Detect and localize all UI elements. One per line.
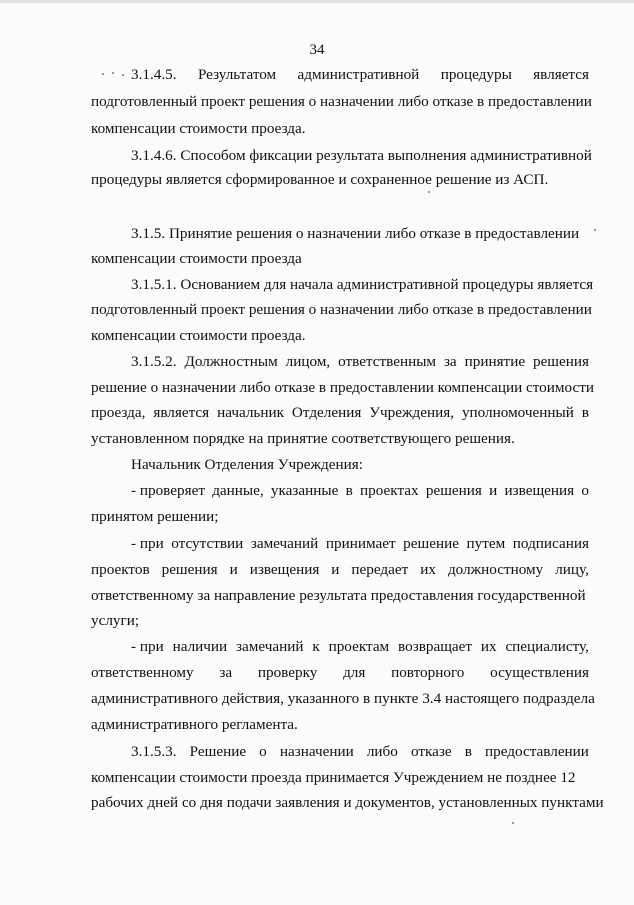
- word: за: [443, 353, 457, 370]
- word: лицом,: [285, 353, 331, 370]
- word: решения: [161, 561, 218, 578]
- word: и: [229, 561, 238, 578]
- word: о: [259, 743, 267, 760]
- text-line: [91, 404, 589, 422]
- list-item: [131, 482, 589, 500]
- text-line: административного действия, указанного в пункте 3.4 настоящего подраздела: [91, 690, 595, 707]
- word: путем: [466, 535, 506, 552]
- word: в: [581, 404, 589, 421]
- word: - проверяет: [131, 482, 205, 499]
- word: повторного: [391, 664, 465, 681]
- text-line: [91, 664, 589, 682]
- word: в: [345, 482, 353, 499]
- text-line: 3.1.4.6. Способом фиксации результата выполнения административной: [131, 147, 592, 164]
- word: возвращает: [398, 638, 473, 655]
- text-line: установленном порядке на принятие соответствующего решения.: [91, 430, 515, 447]
- list-item: [131, 638, 589, 656]
- scan-top-edge: [0, 0, 634, 3]
- word: Решение: [189, 743, 247, 760]
- text-line: 3.1.5.1. Основанием для начала административной процедуры является: [131, 276, 594, 293]
- word: Должностным: [184, 353, 278, 370]
- word: - при: [131, 535, 164, 552]
- word: к: [312, 638, 320, 655]
- text-line: компенсации стоимости проезда.: [91, 120, 306, 137]
- text-line: Начальник Отделения Учреждения:: [131, 456, 363, 473]
- scan-speck: [112, 72, 114, 74]
- word: - при: [131, 638, 164, 655]
- word: проектах: [360, 482, 419, 499]
- word: 3.1.5.2.: [131, 353, 177, 370]
- word: является: [153, 404, 210, 421]
- word: осуществления: [490, 664, 589, 681]
- word: подписания: [512, 535, 589, 552]
- word: замечаний: [236, 638, 304, 655]
- word: проектов: [91, 561, 150, 578]
- text-line: принятом решении;: [91, 508, 219, 525]
- word: в: [464, 743, 472, 760]
- word: их: [420, 561, 436, 578]
- text-line: подготовленный проект решения о назначении либо отказе в предоставлении: [91, 93, 592, 110]
- scan-speck: [512, 822, 514, 824]
- text-line: компенсации стоимости проезда принимается Учреждением не позднее 12: [91, 769, 576, 786]
- word: извещения: [504, 482, 575, 499]
- word: специалисту,: [505, 638, 589, 655]
- text-line: процедуры является сформированное и сохраненное решение из АСП.: [91, 171, 549, 188]
- scan-speck: [122, 74, 124, 76]
- word: о: [581, 482, 589, 499]
- word: проектам: [328, 638, 390, 655]
- word: начальник: [217, 404, 284, 421]
- page-number: 34: [309, 42, 325, 58]
- text-line: административного регламента.: [91, 716, 298, 733]
- word: предоставлении: [485, 743, 589, 760]
- word: Учреждения,: [369, 404, 455, 421]
- word: назначении: [279, 743, 354, 760]
- word: либо: [366, 743, 398, 760]
- word: Отделения: [291, 404, 362, 421]
- list-item: [131, 535, 589, 553]
- word: ответственному: [91, 664, 194, 681]
- word: уполномоченный: [461, 404, 574, 421]
- word: отказе: [410, 743, 452, 760]
- word: должностному: [447, 561, 544, 578]
- word: процедуры: [440, 66, 512, 83]
- text-line: компенсации стоимости проезда.: [91, 327, 306, 344]
- word: административной: [297, 66, 420, 83]
- word: принятие: [464, 353, 526, 370]
- word: и: [489, 482, 498, 499]
- scan-speck: [102, 73, 104, 75]
- text-line: [131, 353, 589, 371]
- word: проезда,: [91, 404, 146, 421]
- section-heading: компенсации стоимости проезда: [91, 250, 302, 267]
- text-line: решение о назначении либо отказе в предоставлении компенсации стоимости: [91, 379, 594, 396]
- scan-speck: [594, 229, 596, 231]
- word: 3.1.5.3.: [131, 743, 177, 760]
- word: отсутствии: [171, 535, 244, 552]
- word: ответственным: [338, 353, 437, 370]
- word: их: [480, 638, 497, 655]
- word: данные,: [212, 482, 264, 499]
- word: и: [331, 561, 340, 578]
- word: лицу,: [555, 561, 589, 578]
- scan-speck: [428, 191, 430, 193]
- word: замечаний: [250, 535, 319, 552]
- text-line: [131, 743, 589, 761]
- section-heading: 3.1.5. Принятие решения о назначении либо отказе в предоставлении: [131, 225, 580, 242]
- word: для: [343, 664, 366, 681]
- word: 3.1.4.5.: [131, 66, 177, 83]
- word: Результатом: [197, 66, 277, 83]
- word: решения: [425, 482, 482, 499]
- text-line: [131, 66, 589, 84]
- word: проверку: [257, 664, 318, 681]
- word: за: [219, 664, 233, 681]
- word: передает: [351, 561, 409, 578]
- word: наличии: [172, 638, 228, 655]
- word: решения: [532, 353, 589, 370]
- text-line: подготовленный проект решения о назначении либо отказе в предоставлении: [91, 301, 592, 318]
- text-line: [91, 561, 589, 579]
- word: указанные: [270, 482, 339, 499]
- word: является: [533, 66, 589, 83]
- text-line: ответственному за направление результата предоставления государственной: [91, 587, 586, 604]
- word: решение: [403, 535, 459, 552]
- word: принимает: [325, 535, 396, 552]
- word: извещения: [249, 561, 320, 578]
- text-line: рабочих дней со дня подачи заявления и документов, установленных пунктами: [91, 794, 604, 811]
- text-line: услуги;: [91, 612, 140, 629]
